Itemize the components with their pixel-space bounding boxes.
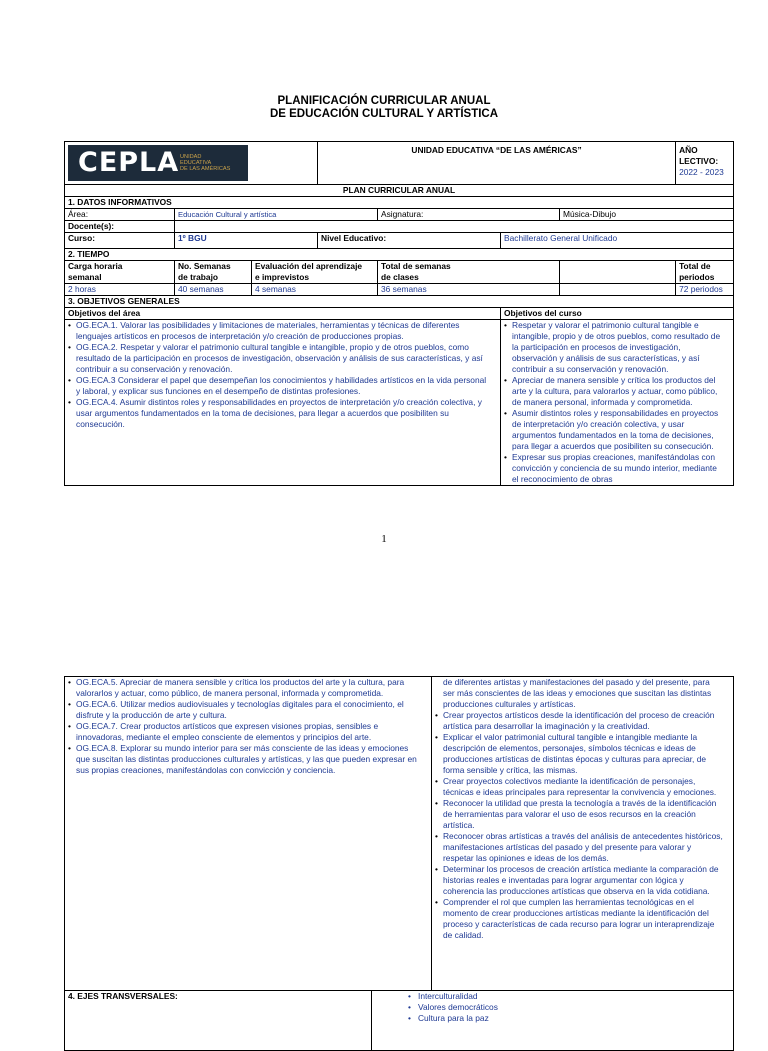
list-item: • OG.ECA.1. Valorar las posibilidades y limitaciones de materiales, herramientas y técnicas de diferentes lenguajes artísticos en procesos de interpretación y/o creación de producciones propias. — [68, 320, 492, 342]
teacher-value — [175, 221, 734, 233]
section3-heading: 3. OBJETIVOS GENERALES — [65, 296, 734, 308]
course-value: 1º BGU — [175, 233, 318, 249]
list-item: • Apreciar de manera sensible y crítica los productos del arte y la cultura, para valorarlos y actuar, como público, de manera personal, informada y comprometida. — [504, 375, 721, 408]
list-item: • Interculturalidad — [408, 991, 730, 1002]
school-logo: CEPLA UNIDAD EDUCATIVA DE LAS AMÉRICAS — [68, 145, 248, 181]
area-objectives-cell-p2 — [65, 677, 432, 991]
list-item: • OG.ECA.3 Considerar el papel que desempeñan los conocimientos y habilidades artísticos en la vida personal y laboral, y explicar sus funciones en el desempeño de distintas profesiones. — [68, 375, 492, 397]
weekly-hours-header: Carga horaria semanal — [65, 261, 175, 284]
evaluation-weeks-value: 4 semanas — [252, 284, 378, 296]
area-objectives-cell — [65, 320, 501, 486]
curricular-plan-table-page1 — [64, 141, 734, 486]
total-periods-value: 72 periodos — [676, 284, 734, 296]
transversal-axes-list — [372, 991, 730, 1024]
institution-name: UNIDAD EDUCATIVA “DE LAS AMÉRICAS” — [318, 142, 676, 185]
list-item: • Crear proyectos colectivos mediante la identificación de personajes, técnicas e ideas principales para representar la convivencia y emociones. — [435, 776, 723, 798]
total-periods-header: Total de periodos — [676, 261, 734, 284]
list-item: • Determinar los procesos de creación artística mediante la comparación de historias reales e inventadas para lograr argumentar con lógica y coherencia las producciones artísticas que observa en la vida cotidiana. — [435, 864, 723, 897]
area-objectives-header: Objetivos del área — [65, 308, 501, 320]
transversal-axes-cell — [372, 991, 734, 1051]
evaluation-weeks-header: Evaluación del aprendizaje e imprevistos — [252, 261, 378, 284]
area-objectives-list-p2 — [68, 677, 421, 776]
area-label: Área: — [65, 209, 175, 221]
spacer-value — [560, 284, 676, 296]
list-item: • Cultura para la paz — [408, 1013, 730, 1024]
document-title-line1: PLANIFICACIÓN CURRICULAR ANUAL — [277, 95, 491, 107]
work-weeks-value: 40 semanas — [175, 284, 252, 296]
weekly-hours-value: 2 horas — [65, 284, 175, 296]
list-item: • OG.ECA.2. Respetar y valorar el patrimonio cultural tangible e intangible, propio y de otros pueblos, como resultado de la participación en procesos de investigación, observación y análisis de sus características, y así contribuir a su conservación y renovación. — [68, 342, 492, 375]
list-item: • OG.ECA.7. Crear productos artísticos que expresen visiones propias, sensibles e innovadoras, mediante el empleo consciente de elementos y principios del arte. — [68, 721, 421, 743]
list-item: • Comprender el rol que cumplen las herramientas tecnológicas en el momento de crear producciones artísticas mediante la identificación del proceso y características de cada recurso para lograr un interaprendizaje de calidad. — [435, 897, 723, 941]
list-item: • OG.ECA.8. Explorar su mundo interior para ser más consciente de las ideas y emociones que suscitan las distintas producciones culturales y artísticas, y las que pueden expresar en sus propias creaciones, manifestándolas con convicción y conciencia. — [68, 743, 421, 776]
level-label: Nivel Educativo: — [318, 233, 501, 249]
list-item: • OG.ECA.6. Utilizar medios audiovisuales y tecnologías digitales para el conocimiento, el disfrute y la producción de arte y cultura. — [68, 699, 421, 721]
course-objectives-header: Objetivos del curso — [501, 308, 734, 320]
class-weeks-value: 36 semanas — [378, 284, 560, 296]
document-title-line2: DE EDUCACIÓN CULTURAL Y ARTÍSTICA — [269, 108, 499, 120]
list-item: • Expresar sus propias creaciones, manifestándolas con convicción y conciencia de su mundo interior, mediante el reconocimiento de obras — [504, 452, 721, 485]
course-objectives-list-p1 — [504, 320, 721, 485]
list-item: • Crear proyectos artísticos desde la identificación del proceso de creación artística para desarrollar la imaginación y la creatividad. — [435, 710, 723, 732]
plan-title: PLAN CURRICULAR ANUAL — [65, 185, 734, 197]
area-value: Educación Cultural y artística — [175, 209, 378, 221]
spacer-header — [560, 261, 676, 284]
area-objectives-list-p1 — [68, 320, 492, 430]
list-item: • OG.ECA.5. Apreciar de manera sensible y crítica los productos del arte y la cultura, para valorarlos y actuar, como público, de manera personal, informada y comprometida. — [68, 677, 421, 699]
course-objective-continuation: de diferentes artistas y manifestaciones del pasado y del presente, para ser más conscientes de las ideas y emociones que suscitan las distintas producciones culturales y artísticas. — [443, 677, 712, 709]
teacher-label: Docente(s): — [65, 221, 175, 233]
course-objectives-cell-p2 — [432, 677, 734, 991]
subject-value: Música-Dibujo — [560, 209, 734, 221]
list-item: • Respetar y valorar el patrimonio cultural tangible e intangible, propio y de otros pueblos, como resultado de la participación en procesos de investigación, observación y análisis de sus características, y así contribuir a su conservación y renovación. — [504, 320, 721, 375]
level-value: Bachillerato General Unificado — [501, 233, 734, 249]
course-label: Curso: — [65, 233, 175, 249]
page-number: 1 — [381, 533, 387, 545]
list-item: • Reconocer la utilidad que presta la tecnología a través de la identificación de herramientas para valorar el uso de esos recursos en la creación artística. — [435, 798, 723, 831]
logo-cell — [65, 142, 318, 185]
list-item: • Explicar el valor patrimonial cultural tangible e intangible mediante la descripción de elementos, personajes, símbolos técnicas e ideas de producciones artísticas de distintas épocas y culturas para apreciar, de forma sensible y crítica, las mismas. — [435, 732, 723, 776]
list-item: • OG.ECA.4. Asumir distintos roles y responsabilidades en proyectos de interpretación y/o creación colectiva, y usar argumentos fundamentados en la toma de decisiones, para llegar a acuerdos que posibiliten su consecución. — [68, 397, 492, 430]
list-item: • Reconocer obras artísticas a través del análisis de antecedentes históricos, manifestaciones artísticas del pasado y del presente para valorar y respetar las opiniones e ideas de los demás. — [435, 831, 723, 864]
course-objectives-cell — [501, 320, 734, 486]
list-item: • Valores democráticos — [408, 1002, 730, 1013]
class-weeks-header: Total de semanas de clases — [378, 261, 560, 284]
school-year: AÑO LECTIVO: 2022 - 2023 — [676, 142, 734, 185]
section4-heading: 4. EJES TRANSVERSALES: — [65, 991, 372, 1051]
subject-label: Asignatura: — [378, 209, 560, 221]
work-weeks-header: No. Semanas de trabajo — [175, 261, 252, 284]
section1-heading: 1. DATOS INFORMATIVOS — [65, 197, 734, 209]
list-item: • Asumir distintos roles y responsabilidades en proyectos de interpretación y/o creación colectiva, y usar argumentos fundamentados en la toma de decisiones, para llegar a acuerdos que posibiliten su consecución. — [504, 408, 721, 452]
course-objectives-list-p2 — [435, 710, 723, 941]
section2-heading: 2. TIEMPO — [65, 249, 734, 261]
curricular-plan-table-page2 — [64, 676, 734, 1051]
